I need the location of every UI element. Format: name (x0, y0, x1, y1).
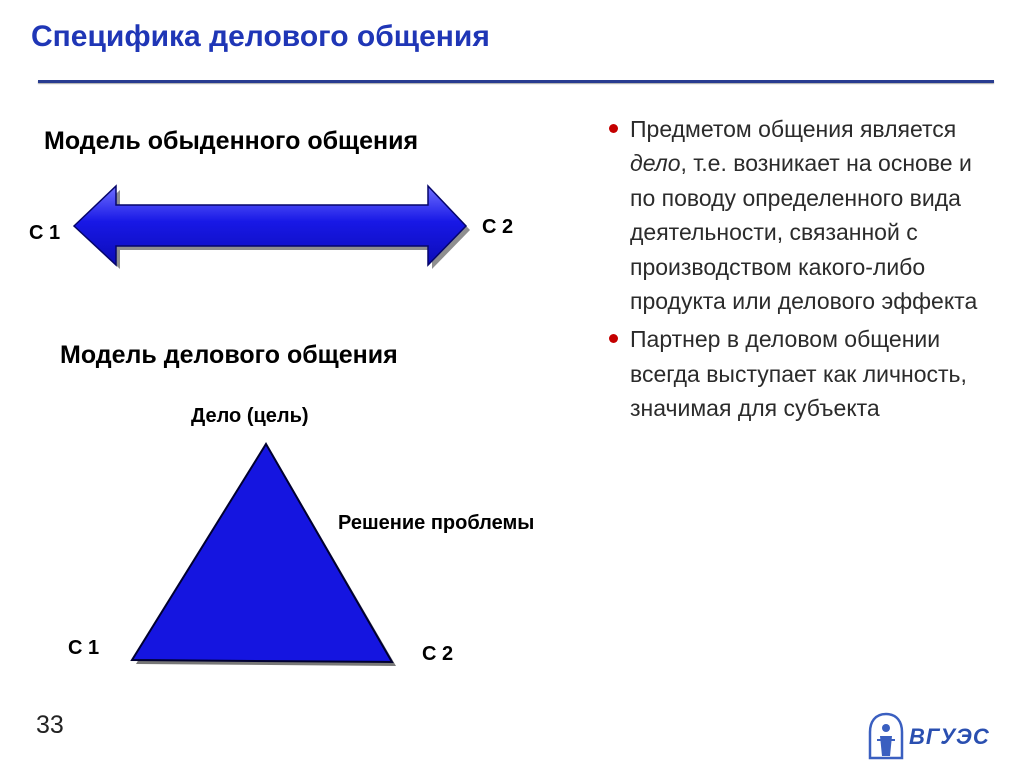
triangle-top-label: Дело (цель) (191, 405, 309, 427)
ordinary-model-heading: Модель обыденного общения (44, 127, 419, 155)
bullet-item (600, 112, 990, 318)
logo-text: ВГУЭС (909, 724, 990, 749)
ordinary-model-left-label: С 1 (29, 222, 61, 244)
bullet-text: Партнер в деловом общении всегда выступает как личность, значимая для субъекта (630, 326, 967, 422)
double-arrow-icon (70, 183, 472, 273)
bullet-item (600, 322, 990, 425)
bullet-list (600, 112, 990, 426)
bullet-text: Предметом общения является дело, т.е. возникает на основе и по поводу определенного вида деятельности, связанной с производством какого-либо продукта или делового эффекта (630, 116, 978, 315)
bullet-emphasis: дело (630, 150, 681, 177)
slide-title: Специфика делового общения (31, 20, 490, 53)
triangle-side-label: Решение проблемы (338, 512, 535, 534)
bullet-dot-icon (609, 124, 618, 133)
page-number: 33 (36, 711, 64, 739)
business-model-heading: Модель делового общения (60, 341, 398, 369)
triangle-right-label: С 2 (422, 643, 454, 665)
title-divider (38, 80, 994, 83)
triangle-icon (128, 438, 398, 668)
bullet-dot-icon (609, 334, 618, 343)
ordinary-model-right-label: С 2 (482, 216, 514, 238)
triangle-left-label: С 1 (68, 637, 100, 659)
university-logo (866, 712, 996, 762)
emblem-icon (866, 712, 906, 762)
